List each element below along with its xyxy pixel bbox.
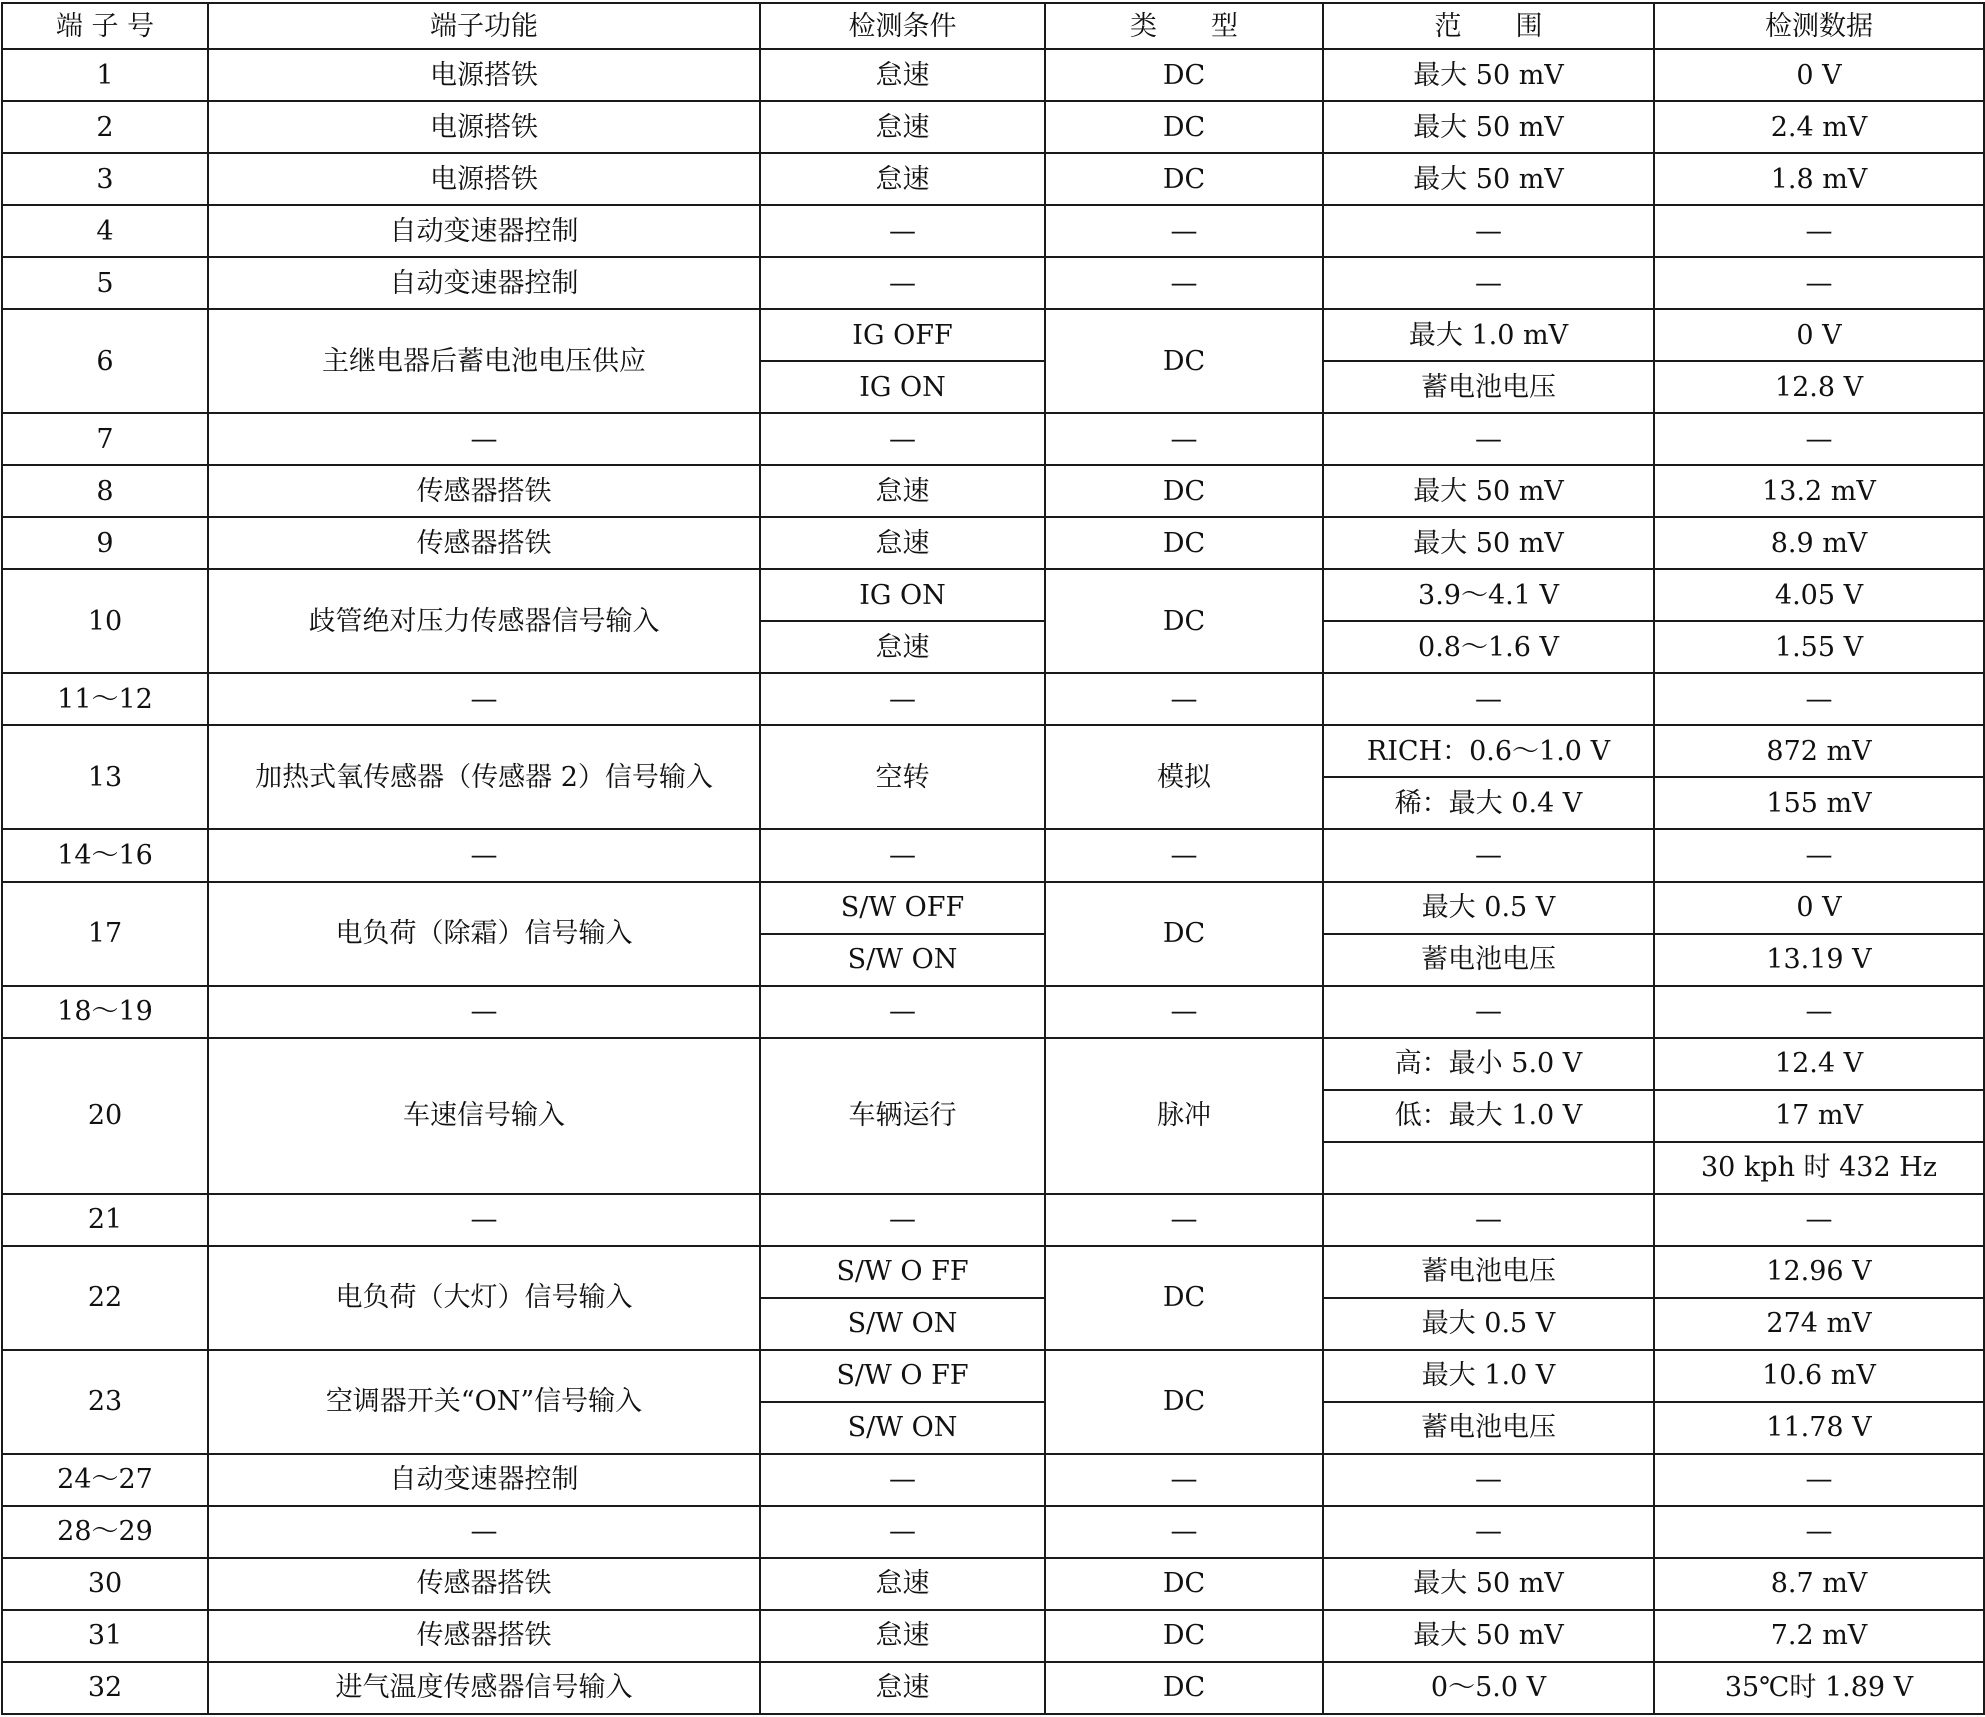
condition-cell: 怠速 <box>760 621 1045 673</box>
terminal-number-cell: 4 <box>2 205 208 257</box>
condition-cell: S/W ON <box>760 1298 1045 1350</box>
measured-data-cell: 12.8 V <box>1654 361 1984 413</box>
table-row <box>2 673 1984 725</box>
measured-data-cell: 12.4 V <box>1654 1038 1984 1090</box>
terminal-function-cell: 电源搭铁 <box>208 153 760 205</box>
measured-data-cell: 274 mV <box>1654 1298 1984 1350</box>
condition-cell: — <box>760 205 1045 257</box>
terminal-function-cell: 电负荷（除霜）信号输入 <box>208 882 760 986</box>
table-row <box>2 1662 1984 1714</box>
measured-data-cell: 10.6 mV <box>1654 1350 1984 1402</box>
terminal-number-cell: 22 <box>2 1246 208 1350</box>
condition-cell: 怠速 <box>760 1662 1045 1714</box>
type-cell: DC <box>1045 465 1323 517</box>
range-cell: 蓄电池电压 <box>1323 1402 1654 1454</box>
table-row <box>2 257 1984 309</box>
condition-cell: 怠速 <box>760 465 1045 517</box>
terminal-number-cell: 2 <box>2 101 208 153</box>
terminal-number-cell: 32 <box>2 1662 208 1714</box>
measured-data-cell: 30 kph 时 432 Hz <box>1654 1142 1984 1194</box>
terminal-number-cell: 13 <box>2 725 208 829</box>
terminal-number-cell: 1 <box>2 49 208 101</box>
measured-data-cell: — <box>1654 413 1984 465</box>
range-cell: 最大 0.5 V <box>1323 1298 1654 1350</box>
terminal-function-cell: 自动变速器控制 <box>208 1454 760 1506</box>
measured-data-cell: — <box>1654 829 1984 881</box>
range-cell: 最大 1.0 V <box>1323 1350 1654 1402</box>
range-cell: 最大 50 mV <box>1323 517 1654 569</box>
condition-cell: 怠速 <box>760 153 1045 205</box>
table-row <box>2 101 1984 153</box>
measured-data-cell: 8.7 mV <box>1654 1558 1984 1610</box>
terminal-number-cell: 3 <box>2 153 208 205</box>
table-row <box>2 309 1984 361</box>
table-row <box>2 1194 1984 1246</box>
terminal-number-cell: 14～16 <box>2 829 208 881</box>
range-cell: 最大 1.0 mV <box>1323 309 1654 361</box>
header-type: 类 型 <box>1045 3 1323 49</box>
table-row <box>2 517 1984 569</box>
range-cell: 最大 0.5 V <box>1323 882 1654 934</box>
range-cell: — <box>1323 413 1654 465</box>
type-cell: DC <box>1045 1610 1323 1662</box>
measured-data-cell: — <box>1654 673 1984 725</box>
table-row <box>2 569 1984 621</box>
measured-data-cell: — <box>1654 257 1984 309</box>
type-cell: — <box>1045 1506 1323 1558</box>
terminal-number-cell: 21 <box>2 1194 208 1246</box>
table-header <box>2 3 1984 49</box>
header-terminal: 端 子 号 <box>2 3 208 49</box>
header-condition: 检测条件 <box>760 3 1045 49</box>
measured-data-cell: 13.2 mV <box>1654 465 1984 517</box>
range-cell: 最大 50 mV <box>1323 101 1654 153</box>
condition-cell: S/W ON <box>760 1402 1045 1454</box>
measured-data-cell: 12.96 V <box>1654 1246 1984 1298</box>
type-cell: — <box>1045 257 1323 309</box>
range-cell: 最大 50 mV <box>1323 49 1654 101</box>
terminal-function-cell: 自动变速器控制 <box>208 205 760 257</box>
range-cell: — <box>1323 829 1654 881</box>
condition-cell: 怠速 <box>760 49 1045 101</box>
range-cell: 高：最小 5.0 V <box>1323 1038 1654 1090</box>
range-cell: 低：最大 1.0 V <box>1323 1090 1654 1142</box>
condition-cell: 车辆运行 <box>760 1038 1045 1194</box>
terminal-number-cell: 23 <box>2 1350 208 1454</box>
table-row <box>2 1506 1984 1558</box>
type-cell: DC <box>1045 309 1323 413</box>
type-cell: DC <box>1045 1662 1323 1714</box>
condition-cell: — <box>760 1454 1045 1506</box>
terminal-number-cell: 20 <box>2 1038 208 1194</box>
terminal-number-cell: 8 <box>2 465 208 517</box>
measured-data-cell: 2.4 mV <box>1654 101 1984 153</box>
terminal-function-cell: — <box>208 1506 760 1558</box>
table-row <box>2 725 1984 777</box>
condition-cell: IG ON <box>760 361 1045 413</box>
terminal-function-cell: — <box>208 986 760 1038</box>
range-cell: RICH：0.6～1.0 V <box>1323 725 1654 777</box>
condition-cell: 怠速 <box>760 1610 1045 1662</box>
range-cell: — <box>1323 257 1654 309</box>
range-cell: 0～5.0 V <box>1323 1662 1654 1714</box>
range-cell: — <box>1323 673 1654 725</box>
terminal-number-cell: 5 <box>2 257 208 309</box>
measured-data-cell: — <box>1654 986 1984 1038</box>
header-range: 范 围 <box>1323 3 1654 49</box>
range-cell: — <box>1323 1454 1654 1506</box>
table-row <box>2 205 1984 257</box>
terminal-function-cell: 电负荷（大灯）信号输入 <box>208 1246 760 1350</box>
measured-data-cell: 13.19 V <box>1654 934 1984 986</box>
measured-data-cell: — <box>1654 1506 1984 1558</box>
terminal-function-cell: 主继电器后蓄电池电压供应 <box>208 309 760 413</box>
type-cell: — <box>1045 673 1323 725</box>
terminal-number-cell: 7 <box>2 413 208 465</box>
terminal-function-cell: — <box>208 1194 760 1246</box>
terminal-function-cell: — <box>208 829 760 881</box>
condition-cell: — <box>760 673 1045 725</box>
type-cell: DC <box>1045 882 1323 986</box>
terminal-function-cell: 车速信号输入 <box>208 1038 760 1194</box>
measured-data-cell: 0 V <box>1654 49 1984 101</box>
type-cell: DC <box>1045 569 1323 673</box>
condition-cell: IG ON <box>760 569 1045 621</box>
terminal-number-cell: 28～29 <box>2 1506 208 1558</box>
terminal-function-cell: 传感器搭铁 <box>208 465 760 517</box>
terminal-number-cell: 9 <box>2 517 208 569</box>
terminal-number-cell: 31 <box>2 1610 208 1662</box>
measured-data-cell: 7.2 mV <box>1654 1610 1984 1662</box>
condition-cell: 怠速 <box>760 101 1045 153</box>
condition-cell: 怠速 <box>760 517 1045 569</box>
measured-data-cell: 1.8 mV <box>1654 153 1984 205</box>
table-row <box>2 1558 1984 1610</box>
condition-cell: — <box>760 1194 1045 1246</box>
range-cell: 蓄电池电压 <box>1323 934 1654 986</box>
table-row <box>2 1610 1984 1662</box>
terminal-number-cell: 11～12 <box>2 673 208 725</box>
range-cell: — <box>1323 205 1654 257</box>
type-cell: 模拟 <box>1045 725 1323 829</box>
type-cell: DC <box>1045 101 1323 153</box>
measured-data-cell: 1.55 V <box>1654 621 1984 673</box>
condition-cell: — <box>760 986 1045 1038</box>
measured-data-cell: 11.78 V <box>1654 1402 1984 1454</box>
measured-data-cell: 8.9 mV <box>1654 517 1984 569</box>
range-cell: — <box>1323 986 1654 1038</box>
table-row <box>2 829 1984 881</box>
type-cell: 脉冲 <box>1045 1038 1323 1194</box>
table-row <box>2 882 1984 934</box>
type-cell: DC <box>1045 1246 1323 1350</box>
table-row <box>2 1038 1984 1090</box>
range-cell: 最大 50 mV <box>1323 1610 1654 1662</box>
terminal-number-cell: 24～27 <box>2 1454 208 1506</box>
table-row <box>2 986 1984 1038</box>
terminal-function-cell: 加热式氧传感器（传感器 2）信号输入 <box>208 725 760 829</box>
condition-cell: 空转 <box>760 725 1045 829</box>
terminal-function-cell: 电源搭铁 <box>208 101 760 153</box>
terminal-function-cell: 传感器搭铁 <box>208 517 760 569</box>
condition-cell: S/W O FF <box>760 1350 1045 1402</box>
condition-cell: IG OFF <box>760 309 1045 361</box>
table-row <box>2 413 1984 465</box>
type-cell: DC <box>1045 1558 1323 1610</box>
terminal-number-cell: 6 <box>2 309 208 413</box>
header-data: 检测数据 <box>1654 3 1984 49</box>
range-cell: — <box>1323 1506 1654 1558</box>
terminal-number-cell: 10 <box>2 569 208 673</box>
condition-cell: 怠速 <box>760 1558 1045 1610</box>
type-cell: DC <box>1045 1350 1323 1454</box>
type-cell: DC <box>1045 153 1323 205</box>
table-body <box>2 49 1984 1714</box>
measured-data-cell: 0 V <box>1654 882 1984 934</box>
type-cell: DC <box>1045 517 1323 569</box>
condition-cell: — <box>760 829 1045 881</box>
measured-data-cell: 17 mV <box>1654 1090 1984 1142</box>
condition-cell: — <box>760 413 1045 465</box>
terminal-function-cell: 自动变速器控制 <box>208 257 760 309</box>
range-cell: 最大 50 mV <box>1323 153 1654 205</box>
type-cell: — <box>1045 1454 1323 1506</box>
measured-data-cell: — <box>1654 1194 1984 1246</box>
measured-data-cell: 4.05 V <box>1654 569 1984 621</box>
condition-cell: S/W OFF <box>760 882 1045 934</box>
measured-data-cell: — <box>1654 205 1984 257</box>
table-row <box>2 1350 1984 1402</box>
range-cell: 最大 50 mV <box>1323 465 1654 517</box>
terminal-function-cell: 传感器搭铁 <box>208 1558 760 1610</box>
condition-cell: — <box>760 257 1045 309</box>
terminal-function-cell: 歧管绝对压力传感器信号输入 <box>208 569 760 673</box>
range-cell: 3.9～4.1 V <box>1323 569 1654 621</box>
type-cell: DC <box>1045 49 1323 101</box>
measured-data-cell: 0 V <box>1654 309 1984 361</box>
terminal-function-cell: — <box>208 673 760 725</box>
header-row <box>2 3 1984 49</box>
measured-data-cell: 35℃时 1.89 V <box>1654 1662 1984 1714</box>
condition-cell: S/W ON <box>760 934 1045 986</box>
condition-cell: — <box>760 1506 1045 1558</box>
range-cell: 蓄电池电压 <box>1323 361 1654 413</box>
range-cell: 蓄电池电压 <box>1323 1246 1654 1298</box>
range-cell: — <box>1323 1194 1654 1246</box>
table-row <box>2 465 1984 517</box>
range-cell: 最大 50 mV <box>1323 1558 1654 1610</box>
type-cell: — <box>1045 829 1323 881</box>
terminal-function-cell: 空调器开关“ON”信号输入 <box>208 1350 760 1454</box>
header-function: 端子功能 <box>208 3 760 49</box>
measured-data-cell: 872 mV <box>1654 725 1984 777</box>
terminal-number-cell: 30 <box>2 1558 208 1610</box>
table-row <box>2 1454 1984 1506</box>
terminal-function-cell: — <box>208 413 760 465</box>
terminal-function-cell: 进气温度传感器信号输入 <box>208 1662 760 1714</box>
table-row <box>2 1246 1984 1298</box>
table-row <box>2 153 1984 205</box>
measured-data-cell: — <box>1654 1454 1984 1506</box>
type-cell: — <box>1045 205 1323 257</box>
terminal-number-cell: 17 <box>2 882 208 986</box>
type-cell: — <box>1045 986 1323 1038</box>
range-cell <box>1323 1142 1654 1194</box>
terminal-spec-table <box>1 2 1985 1715</box>
measured-data-cell: 155 mV <box>1654 777 1984 829</box>
range-cell: 0.8～1.6 V <box>1323 621 1654 673</box>
terminal-function-cell: 电源搭铁 <box>208 49 760 101</box>
range-cell: 稀：最大 0.4 V <box>1323 777 1654 829</box>
condition-cell: S/W O FF <box>760 1246 1045 1298</box>
type-cell: — <box>1045 413 1323 465</box>
terminal-function-cell: 传感器搭铁 <box>208 1610 760 1662</box>
terminal-number-cell: 18～19 <box>2 986 208 1038</box>
type-cell: — <box>1045 1194 1323 1246</box>
table-row <box>2 49 1984 101</box>
